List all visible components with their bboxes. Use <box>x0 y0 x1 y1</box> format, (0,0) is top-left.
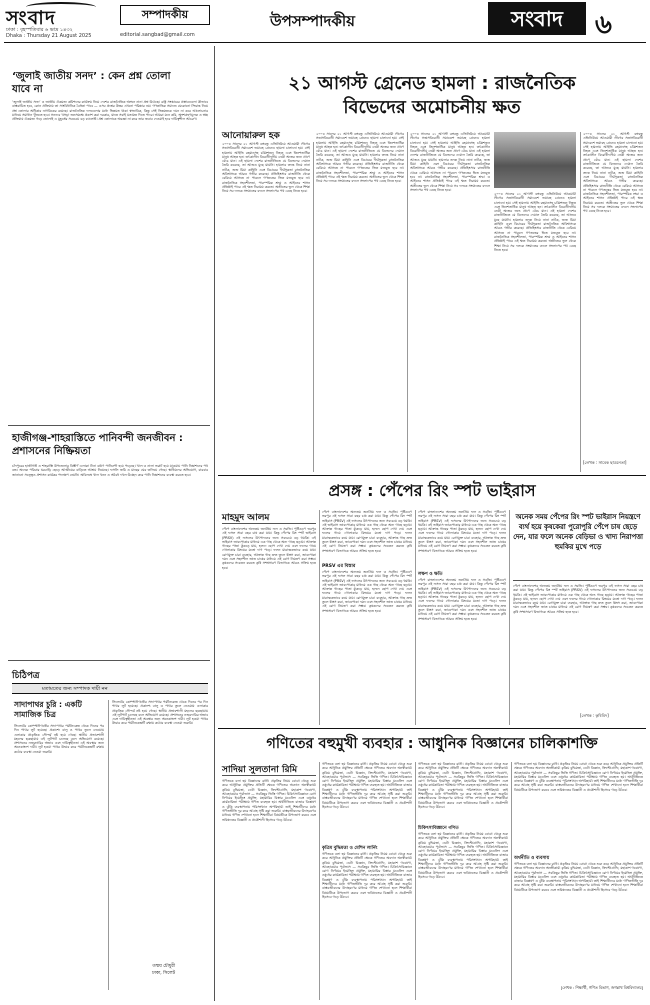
letter-signature <box>152 963 175 977</box>
f3-rule-1 <box>319 762 320 1000</box>
feature-3-body-col-1: গণিতকে বলা হয় বিজ্ঞানের রানী। প্রকৃতির নিয়ম বোঝা থেকে শুরু করে আধুনিক প্রযুক্তির প্রতিটি ক্ষেত্রে গণিতের অবদান অনস্বীকার্য। কৃত্রিম বুদ্ধিমত্তা, ডেটা বিজ্ঞান, ক্রিপ্টোগ্রাফি, মহাকাশ গবেষণা, আবহাওয়ার পূর্বাভাস — সবকিছুর ভিত্তি গণিত। চিকিৎসাবিজ্ঞানে রোগ নির্ণয়ের ইমেজিং প্রযুক্তি, মহামারির বিস্তার মডেলিং এবং ওষুধের কার্যকারিতা পরীক্ষায় গণিত ব্যবহৃত হয়। অর্থনীতিতে বাজার বিশ্লেষণ ও ঝুঁকি ব্যবস্থাপনায় পরিসংখ্যান অপরিহার্য। তাই শিক্ষার্থীদের মধ্যে গণিতভীতি দূর করে আগ্রহ সৃষ্টি করা জরুরি। বাস্তবজীবনের উদাহরণের মাধ্যমে গণিত শেখানো হলে শিক্ষার্থীরা বিষয়টিকে উপভোগ করবে এবং ভবিষ্যতের বিজ্ঞানী ও প্রকৌশলী হিসেবে গড়ে উঠবে। <box>222 779 316 822</box>
feature-3-headline: গণিতের বহুমুখী ব্যবহার : আধুনিক বিজ্ঞানের চালিকাশক্তি <box>266 736 598 752</box>
feature-1-author: আনোয়ারুল হক <box>222 131 280 141</box>
sub-editorial-label: উপসম্পাদকীয় <box>270 12 356 30</box>
feature-2-subhead-1: PRSV এর বিস্তার <box>322 564 356 569</box>
letter-title: সাদাপাথর চুরি : একটি সামাজিক চিত্র <box>14 700 82 719</box>
letters-subhead: মতামতের জন্য সম্পাদক দায়ী নন <box>12 683 208 694</box>
feature-1-headline-line-1: ২১ আগস্ট গ্রেনেড হামলা : রাজনৈতিক <box>288 73 576 94</box>
editorial-2-body: চাঁদপুরের হাজীগঞ্জ ও শাহরাস্তি উপজেলার বিস্তীর্ণ এলাকা টানা বর্ষণে পানিবন্দী হয়ে পড়েছে। খাল ও নালা ভরাট হয়ে যাওয়ায় পানি নিষ্কাশনের পথ বন্ধ। অনেক পরিবার ঘরবাড়ি ছেড়ে আত্মীয়ের বাড়িতে আশ্রয় নিয়েছে। ফসলি জমি ও মাছের ঘের তলিয়ে গেছে। স্থানীয়দের অভিযোগ, বারবার জানানো সত্ত্বেও প্রশাসন কার্যকর পদক্ষেপ নেয়নি। অবিলম্বে খাল খনন ও অবৈধ দখল উচ্ছেদ করে পানি নিষ্কাশনের ব্যবস্থা করতে হবে। <box>12 464 208 477</box>
letters-divider <box>8 660 210 661</box>
editorial-2-title: হাজীগঞ্জ-শাহরাস্তিতে পানিবন্দী জনজীবন : প্রশাসনের নিষ্ক্রিয়তা <box>12 433 183 457</box>
feature-1-bottom-rule <box>218 475 646 476</box>
feature-2-bottom-rule <box>218 728 646 729</box>
f3-author-rule <box>222 775 316 776</box>
feature-1-body-col-5: ২০০৪ সালের ২১ আগস্ট বঙ্গবন্ধু এভিনিউয়ে আওয়ামী লীগের সন্ত্রাসবিরোধী সমাবেশে ভয়াবহ গ্রেনেড হামলা চালানো হয়। সেই হামলায় আইভি রহমানসহ চব্বিশজন নিহত এবং তিনশতাধিক মানুষ আহত হন। তৎকালীন বিরোধীদলীয় নেত্রী অল্পের জন্য প্রাণে বেঁচে যান। এই হামলা দেশের রাজনীতিতে যে বিভেদের দেয়াল তৈরি করেছে, তা আজও মুছে যায়নি। হামলার তদন্ত নিয়ে নানা নাটক, জজ মিয়া কাহিনি এবং বিচারের দীর্ঘসূত্রতা রাজনৈতিক অবিশ্বাসকে আরও গভীর করেছে। প্রতিহিংসার রাজনীতি থেকে বেরিয়ে আসতে না পারলে গণতন্ত্রের ভিত মজবুত হবে না। রাজনৈতিক সহনশীলতা, পারস্পরিক শ্রদ্ধা ও আইনের শাসন প্রতিষ্ঠাই পারে এই ক্ষত নিরাময় করতে। অতীতের ভুল থেকে শিক্ষা নিয়ে সব দলকে সংঘাতের বদলে সংলাপের পথ বেছে নিতে হবে। <box>583 132 643 214</box>
feature-3-body-col-4-top: গণিতকে বলা হয় বিজ্ঞানের রানী। প্রকৃতির নিয়ম বোঝা থেকে শুরু করে আধুনিক প্রযুক্তির প্রতিটি ক্ষেত্রে গণিতের অবদান অনস্বীকার্য। কৃত্রিম বুদ্ধিমত্তা, ডেটা বিজ্ঞান, ক্রিপ্টোগ্রাফি, মহাকাশ গবেষণা, আবহাওয়ার পূর্বাভাস — সবকিছুর ভিত্তি গণিত। চিকিৎসাবিজ্ঞানে রোগ নির্ণয়ের ইমেজিং প্রযুক্তি, মহামারির বিস্তার মডেলিং এবং ওষুধের কার্যকারিতা পরীক্ষায় গণিত ব্যবহৃত হয়। অর্থনীতিতে বাজার বিশ্লেষণ ও ঝুঁকি ব্যবস্থাপনায় পরিসংখ্যান অপরিহার্য। তাই শিক্ষার্থীদের মধ্যে গণিতভীতি দূর করে আগ্রহ সৃষ্টি করা জরুরি। বাস্তবজীবনের উদাহরণের মাধ্যমে গণিত শেখানো হলে শিক্ষার্থীরা বিষয়টিকে উপভোগ করবে এবং ভবিষ্যতের বিজ্ঞানী ও প্রকৌশলী হিসেবে গড়ে উঠবে। <box>514 762 643 792</box>
letters-section-title: চিঠিপত্র <box>12 671 40 681</box>
feature-2-headline: প্রসঙ্গ : পেঁপের রিং স্পট ভাইরাস <box>328 481 536 500</box>
masthead-rule <box>4 42 646 43</box>
feature-1-body-col-1: ২০০৪ সালের ২১ আগস্ট বঙ্গবন্ধু এভিনিউয়ে আওয়ামী লীগের সন্ত্রাসবিরোধী সমাবেশে ভয়াবহ গ্রেনেড হামলা চালানো হয়। সেই হামলায় আইভি রহমানসহ চব্বিশজন নিহত এবং তিনশতাধিক মানুষ আহত হন। তৎকালীন বিরোধীদলীয় নেত্রী অল্পের জন্য প্রাণে বেঁচে যান। এই হামলা দেশের রাজনীতিতে যে বিভেদের দেয়াল তৈরি করেছে, তা আজও মুছে যায়নি। হামলার তদন্ত নিয়ে নানা নাটক, জজ মিয়া কাহিনি এবং বিচারের দীর্ঘসূত্রতা রাজনৈতিক অবিশ্বাসকে আরও গভীর করেছে। প্রতিহিংসার রাজনীতি থেকে বেরিয়ে আসতে না পারলে গণতন্ত্রের ভিত মজবুত হবে না। রাজনৈতিক সহনশীলতা, পারস্পরিক শ্রদ্ধা ও আইনের শাসন প্রতিষ্ঠাই পারে এই ক্ষত নিরাময় করতে। অতীতের ভুল থেকে শিক্ষা নিয়ে সব দলকে সংঘাতের বদলে সংলাপের পথ বেছে নিতে হবে। <box>222 142 310 194</box>
feature-2-author: মাহমুদ আলম <box>222 513 270 523</box>
feature-1-photo <box>494 132 576 188</box>
logo-arc <box>26 2 96 12</box>
letter-signature-place: ঢাকা, সিলেট <box>152 971 176 976</box>
feature-1-signoff: [লেখক : সাবেক ছাত্রনেতা] <box>583 460 627 465</box>
feature-2-signoff: [লেখক : কৃষিবিদ] <box>580 713 609 718</box>
feature-2-subhead-2: লক্ষণ ও ক্ষতি <box>418 572 443 577</box>
f3-rule-3 <box>511 762 512 1000</box>
feature-3-subhead-1: কৃত্রিম বুদ্ধিমত্তা ও মেশিন লার্নিং <box>322 846 378 851</box>
feature-3-subhead-3: অর্থনীতি ও ব্যবসায় <box>514 856 550 861</box>
editorial-1-title: ‘জুলাই জাতীয় সনদ’ : কেন প্রশ্ন তোলা যাবে না <box>12 71 171 95</box>
f2-rule-1 <box>319 510 320 725</box>
feature-3-author: সাদিয়া সুলতানা রিমি <box>222 765 298 775</box>
masthead-email[interactable]: editorial.sangbad@gmail.com <box>120 32 195 38</box>
feature-2-body-col-2: পেঁপে বাংলাদেশের অন্যতম জনপ্রিয় ফল ও সবজি। পুষ্টিগুণে ভরপুর এই ফসল সারা বছর চাষ করা যায়। কিন্তু পেঁপের রিং স্পট ভাইরাস (PRSV) এই ফসলের উৎপাদনের জন্য সবচেয়ে বড় হুমকি। এই ভাইরাস জাবপোকার মাধ্যমে এক গাছ থেকে অন্য গাছে ছড়ায়। আক্রান্ত গাছের পাতা কুঁকড়ে যায়, হলদে ছোপ দেখা দেয় এবং ফলের গায়ে গোলাকার রিংয়ের মতো দাগ পড়ে। ফলন মারাত্মকভাবে কমে যায়। রোগমুক্ত চারা ব্যবহার, আক্রান্ত গাছ দ্রুত তুলে ধ্বংস করা, জাবপোকা দমন এবং সহনশীল জাত চাষের মাধ্যমে এই রোগ নিয়ন্ত্রণ করা সম্ভব। কৃষকদের সচেতন করতে কৃষি সম্প্রসারণ বিভাগকে আরও সক্রিয় হতে হবে। <box>322 570 412 613</box>
f2-rule-3 <box>509 510 510 725</box>
feature-2-body-col-3-top: পেঁপে বাংলাদেশের অন্যতম জনপ্রিয় ফল ও সবজি। পুষ্টিগুণে ভরপুর এই ফসল সারা বছর চাষ করা যায়। কিন্তু পেঁপের রিং স্পট ভাইরাস (PRSV) এই ফসলের উৎপাদনের জন্য সবচেয়ে বড় হুমকি। এই ভাইরাস জাবপোকার মাধ্যমে এক গাছ থেকে অন্য গাছে ছড়ায়। আক্রান্ত গাছের পাতা কুঁকড়ে যায়, হলদে ছোপ দেখা দেয় এবং ফলের গায়ে গোলাকার রিংয়ের মতো দাগ পড়ে। ফলন মারাত্মকভাবে কমে যায়। রোগমুক্ত চারা ব্যবহার, আক্রান্ত গাছ দ্রুত তুলে ধ্বংস করা, জাবপোকা দমন এবং সহনশীল জাত চাষের মাধ্যমে এই রোগ নিয়ন্ত্রণ করা সম্ভব। কৃষকদের সচেতন করতে কৃষি সম্প্রসারণ বিভাগকে আরও সক্রিয় হতে হবে। <box>418 510 506 553</box>
f1-rule-1 <box>313 142 314 472</box>
feature-2-pull-quote: অনেক সময় পেঁপের রিং স্পট ভাইরাস নিয়ন্ত্রণে ব্যর্থ হয়ে কৃষকেরা পুরোপুরি পেঁপে চাষ ছেড়ে দেন, যার ফলে অনেক বেড়িভা ও খাদ্য নিরাপত্তা হুমকির মুখে পড়ে <box>513 513 643 551</box>
logo-left-text: সংবাদ <box>6 7 56 29</box>
feature-3-body-col-2: গণিতকে বলা হয় বিজ্ঞানের রানী। প্রকৃতির নিয়ম বোঝা থেকে শুরু করে আধুনিক প্রযুক্তির প্রতিটি ক্ষেত্রে গণিতের অবদান অনস্বীকার্য। কৃত্রিম বুদ্ধিমত্তা, ডেটা বিজ্ঞান, ক্রিপ্টোগ্রাফি, মহাকাশ গবেষণা, আবহাওয়ার পূর্বাভাস — সবকিছুর ভিত্তি গণিত। চিকিৎসাবিজ্ঞানে রোগ নির্ণয়ের ইমেজিং প্রযুক্তি, মহামারির বিস্তার মডেলিং এবং ওষুধের কার্যকারিতা পরীক্ষায় গণিত ব্যবহৃত হয়। অর্থনীতিতে বাজার বিশ্লেষণ ও ঝুঁকি ব্যবস্থাপনায় পরিসংখ্যান অপরিহার্য। তাই শিক্ষার্থীদের মধ্যে গণিতভীতি দূর করে আগ্রহ সৃষ্টি করা জরুরি। বাস্তবজীবনের উদাহরণের মাধ্যমে গণিত শেখানো হলে শিক্ষার্থীরা বিষয়টিকে উপভোগ করবে এবং ভবিষ্যতের বিজ্ঞানী ও প্রকৌশলী হিসেবে গড়ে উঠবে। <box>322 852 412 899</box>
feature-3-signoff: [লেখক : শিক্ষার্থী, গণিত বিভাগ, জগন্নাথ বিশ্ববিদ্যালয়] <box>560 985 643 990</box>
f2-rule-2 <box>415 510 416 725</box>
feature-2-body-col-3: পেঁপে বাংলাদেশের অন্যতম জনপ্রিয় ফল ও সবজি। পুষ্টিগুণে ভরপুর এই ফসল সারা বছর চাষ করা যায়। কিন্তু পেঁপের রিং স্পট ভাইরাস (PRSV) এই ফসলের উৎপাদনের জন্য সবচেয়ে বড় হুমকি। এই ভাইরাস জাবপোকার মাধ্যমে এক গাছ থেকে অন্য গাছে ছড়ায়। আক্রান্ত গাছের পাতা কুঁকড়ে যায়, হলদে ছোপ দেখা দেয় এবং ফলের গায়ে গোলাকার রিংয়ের মতো দাগ পড়ে। ফলন মারাত্মকভাবে কমে যায়। রোগমুক্ত চারা ব্যবহার, আক্রান্ত গাছ দ্রুত তুলে ধ্বংস করা, জাবপোকা দমন এবং সহনশীল জাত চাষের মাধ্যমে এই রোগ নিয়ন্ত্রণ করা সম্ভব। কৃষকদের সচেতন করতে কৃষি সম্প্রসারণ বিভাগকে আরও সক্রিয় হতে হবে। <box>418 578 506 621</box>
date-line-bangla: ঢাকা : বৃহস্পতিবার ৬ ভাদ্র ১৪৩২ <box>6 27 73 33</box>
feature-1-body-col-2: ২০০৪ সালের ২১ আগস্ট বঙ্গবন্ধু এভিনিউয়ে আওয়ামী লীগের সন্ত্রাসবিরোধী সমাবেশে ভয়াবহ গ্রেনেড হামলা চালানো হয়। সেই হামলায় আইভি রহমানসহ চব্বিশজন নিহত এবং তিনশতাধিক মানুষ আহত হন। তৎকালীন বিরোধীদলীয় নেত্রী অল্পের জন্য প্রাণে বেঁচে যান। এই হামলা দেশের রাজনীতিতে যে বিভেদের দেয়াল তৈরি করেছে, তা আজও মুছে যায়নি। হামলার তদন্ত নিয়ে নানা নাটক, জজ মিয়া কাহিনি এবং বিচারের দীর্ঘসূত্রতা রাজনৈতিক অবিশ্বাসকে আরও গভীর করেছে। প্রতিহিংসার রাজনীতি থেকে বেরিয়ে আসতে না পারলে গণতন্ত্রের ভিত মজবুত হবে না। রাজনৈতিক সহনশীলতা, পারস্পরিক শ্রদ্ধা ও আইনের শাসন প্রতিষ্ঠাই পারে এই ক্ষত নিরাময় করতে। অতীতের ভুল থেকে শিক্ষা নিয়ে সব দলকে সংঘাতের বদলে সংলাপের পথ বেছে নিতে হবে। <box>316 132 404 184</box>
f2-author-rule <box>222 523 316 524</box>
f1-rule-3 <box>580 132 581 472</box>
feature-2-body-col-1: পেঁপে বাংলাদেশের অন্যতম জনপ্রিয় ফল ও সবজি। পুষ্টিগুণে ভরপুর এই ফসল সারা বছর চাষ করা যায়। কিন্তু পেঁপের রিং স্পট ভাইরাস (PRSV) এই ফসলের উৎপাদনের জন্য সবচেয়ে বড় হুমকি। এই ভাইরাস জাবপোকার মাধ্যমে এক গাছ থেকে অন্য গাছে ছড়ায়। আক্রান্ত গাছের পাতা কুঁকড়ে যায়, হলদে ছোপ দেখা দেয় এবং ফলের গায়ে গোলাকার রিংয়ের মতো দাগ পড়ে। ফলন মারাত্মকভাবে কমে যায়। রোগমুক্ত চারা ব্যবহার, আক্রান্ত গাছ দ্রুত তুলে ধ্বংস করা, জাবপোকা দমন এবং সহনশীল জাত চাষের মাধ্যমে এই রোগ নিয়ন্ত্রণ করা সম্ভব। কৃষকদের সচেতন করতে কৃষি সম্প্রসারণ বিভাগকে আরও সক্রিয় হতে হবে। <box>222 527 316 570</box>
feature-1-body-col-4: ২০০৪ সালের ২১ আগস্ট বঙ্গবন্ধু এভিনিউয়ে আওয়ামী লীগের সন্ত্রাসবিরোধী সমাবেশে ভয়াবহ গ্রেনেড হামলা চালানো হয়। সেই হামলায় আইভি রহমানসহ চব্বিশজন নিহত এবং তিনশতাধিক মানুষ আহত হন। তৎকালীন বিরোধীদলীয় নেত্রী অল্পের জন্য প্রাণে বেঁচে যান। এই হামলা দেশের রাজনীতিতে যে বিভেদের দেয়াল তৈরি করেছে, তা আজও মুছে যায়নি। হামলার তদন্ত নিয়ে নানা নাটক, জজ মিয়া কাহিনি এবং বিচারের দীর্ঘসূত্রতা রাজনৈতিক অবিশ্বাসকে আরও গভীর করেছে। প্রতিহিংসার রাজনীতি থেকে বেরিয়ে আসতে না পারলে গণতন্ত্রের ভিত মজবুত হবে না। রাজনৈতিক সহনশীলতা, পারস্পরিক শ্রদ্ধা ও আইনের শাসন প্রতিষ্ঠাই পারে এই ক্ষত নিরাময় করতে। অতীতের ভুল থেকে শিক্ষা নিয়ে সব দলকে সংঘাতের বদলে সংলাপের পথ বেছে নিতে হবে। <box>494 192 576 252</box>
feature-2-body-col-4: পেঁপে বাংলাদেশের অন্যতম জনপ্রিয় ফল ও সবজি। পুষ্টিগুণে ভরপুর এই ফসল সারা বছর চাষ করা যায়। কিন্তু পেঁপের রিং স্পট ভাইরাস (PRSV) এই ফসলের উৎপাদনের জন্য সবচেয়ে বড় হুমকি। এই ভাইরাস জাবপোকার মাধ্যমে এক গাছ থেকে অন্য গাছে ছড়ায়। আক্রান্ত গাছের পাতা কুঁকড়ে যায়, হলদে ছোপ দেখা দেয় এবং ফলের গায়ে গোলাকার রিংয়ের মতো দাগ পড়ে। ফলন মারাত্মকভাবে কমে যায়। রোগমুক্ত চারা ব্যবহার, আক্রান্ত গাছ দ্রুত তুলে ধ্বংস করা, জাবপোকা দমন এবং সহনশীল জাত চাষের মাধ্যমে এই রোগ নিয়ন্ত্রণ করা সম্ভব। কৃষকদের সচেতন করতে কৃষি সম্প্রসারণ বিভাগকে আরও সক্রিয় হতে হবে। <box>513 584 643 614</box>
main-column-rule <box>214 46 215 1001</box>
feature-3-body-col-2-top: গণিতকে বলা হয় বিজ্ঞানের রানী। প্রকৃতির নিয়ম বোঝা থেকে শুরু করে আধুনিক প্রযুক্তির প্রতিটি ক্ষেত্রে গণিতের অবদান অনস্বীকার্য। কৃত্রিম বুদ্ধিমত্তা, ডেটা বিজ্ঞান, ক্রিপ্টোগ্রাফি, মহাকাশ গবেষণা, আবহাওয়ার পূর্বাভাস — সবকিছুর ভিত্তি গণিত। চিকিৎসাবিজ্ঞানে রোগ নির্ণয়ের ইমেজিং প্রযুক্তি, মহামারির বিস্তার মডেলিং এবং ওষুধের কার্যকারিতা পরীক্ষায় গণিত ব্যবহৃত হয়। অর্থনীতিতে বাজার বিশ্লেষণ ও ঝুঁকি ব্যবস্থাপনায় পরিসংখ্যান অপরিহার্য। তাই শিক্ষার্থীদের মধ্যে গণিতভীতি দূর করে আগ্রহ সৃষ্টি করা জরুরি। বাস্তবজীবনের উদাহরণের মাধ্যমে গণিত শেখানো হলে শিক্ষার্থীরা বিষয়টিকে উপভোগ করবে এবং ভবিষ্যতের বিজ্ঞানী ও প্রকৌশলী হিসেবে গড়ে উঠবে। <box>322 762 412 809</box>
feature-3-body-col-3-top: গণিতকে বলা হয় বিজ্ঞানের রানী। প্রকৃতির নিয়ম বোঝা থেকে শুরু করে আধুনিক প্রযুক্তির প্রতিটি ক্ষেত্রে গণিতের অবদান অনস্বীকার্য। কৃত্রিম বুদ্ধিমত্তা, ডেটা বিজ্ঞান, ক্রিপ্টোগ্রাফি, মহাকাশ গবেষণা, আবহাওয়ার পূর্বাভাস — সবকিছুর ভিত্তি গণিত। চিকিৎসাবিজ্ঞানে রোগ নির্ণয়ের ইমেজিং প্রযুক্তি, মহামারির বিস্তার মডেলিং এবং ওষুধের কার্যকারিতা পরীক্ষায় গণিত ব্যবহৃত হয়। অর্থনীতিতে বাজার বিশ্লেষণ ও ঝুঁকি ব্যবস্থাপনায় পরিসংখ্যান অপরিহার্য। তাই শিক্ষার্থীদের মধ্যে গণিতভীতি দূর করে আগ্রহ সৃষ্টি করা জরুরি। বাস্তবজীবনের উদাহরণের মাধ্যমে গণিত শেখানো হলে শিক্ষার্থীরা বিষয়টিকে উপভোগ করবে এবং ভবিষ্যতের বিজ্ঞানী ও প্রকৌশলী হিসেবে গড়ে উঠবে। <box>418 762 508 809</box>
editorial-1-body: ‘জুলাই জাতীয় সনদ’ ও জাতীয় ঐকমত্য কমিশনের কার্যক্রম নিয়ে দেশের রাজনৈতিক অঙ্গনে নানা প্রশ্ন উঠেছে। রাষ্ট্র সংস্কারের প্রস্তাবগুলো কীভাবে বাস্তবায়িত হবে, কোন প্রক্রিয়ায় তা সাংবিধানিক বৈধতা পাবে — এসব প্রশ্নের উত্তর এখনো পরিষ্কার নয়। গণতান্ত্রিক সমাজে যেকোনো সিদ্ধান্ত নিয়ে প্রশ্ন তোলার অধিকার নাগরিকের রয়েছে। রাজনৈতিক দলগুলোর মধ্যে ভিন্নমত থাকা স্বাভাবিক, কিন্তু সেই ভিন্নমতকে দমন না করে আলোচনার মাধ্যমে সমাধান খুঁজতে হবে। সনদের খসড়া জনসমক্ষে প্রকাশ করা দরকার, যাতে সবাই মতামত দিতে পারে। আমরা মনে করি, অংশগ্রহণমূলক ও স্বচ্ছ প্রক্রিয়ায় ঐকমত্য গড়ে তোলাই এ মুহূর্তের সবচেয়ে বড় চ্যালেঞ্জ। প্রশ্ন তোলাকে অবজ্ঞা না করে তার জবাব দেওয়াই হবে দায়িত্বশীল আচরণ। <box>12 100 208 122</box>
feature-3-body-col-3: গণিতকে বলা হয় বিজ্ঞানের রানী। প্রকৃতির নিয়ম বোঝা থেকে শুরু করে আধুনিক প্রযুক্তির প্রতিটি ক্ষেত্রে গণিতের অবদান অনস্বীকার্য। কৃত্রিম বুদ্ধিমত্তা, ডেটা বিজ্ঞান, ক্রিপ্টোগ্রাফি, মহাকাশ গবেষণা, আবহাওয়ার পূর্বাভাস — সবকিছুর ভিত্তি গণিত। চিকিৎসাবিজ্ঞানে রোগ নির্ণয়ের ইমেজিং প্রযুক্তি, মহামারির বিস্তার মডেলিং এবং ওষুধের কার্যকারিতা পরীক্ষায় গণিত ব্যবহৃত হয়। অর্থনীতিতে বাজার বিশ্লেষণ ও ঝুঁকি ব্যবস্থাপনায় পরিসংখ্যান অপরিহার্য। তাই শিক্ষার্থীদের মধ্যে গণিতভীতি দূর করে আগ্রহ সৃষ্টি করা জরুরি। বাস্তবজীবনের উদাহরণের মাধ্যমে গণিত শেখানো হলে শিক্ষার্থীরা বিষয়টিকে উপভোগ করবে এবং ভবিষ্যতের বিজ্ঞানী ও প্রকৌশলী হিসেবে গড়ে উঠবে। <box>418 832 508 879</box>
f1-rule-2 <box>407 132 408 472</box>
feature-3-subhead-2: চিকিৎসাবিজ্ঞানে গণিত <box>418 826 459 831</box>
masthead-logo-left[interactable] <box>6 4 118 29</box>
feature-1-headline-line-2: বিভেদের অমোচনীয় ক্ষত <box>343 97 521 118</box>
masthead-logo-right[interactable]: সংবাদ <box>488 2 586 35</box>
letter-signature-name: তন্ময় চৌধুরী <box>152 964 176 969</box>
letter-body-col-1: সিলেটের কোম্পানীগঞ্জের সাদাপাথর পর্যটনকেন্দ্র থেকে দিনের পর দিন পাথর লুট হয়েছে। প্রকাশ্যে বালু ও পাথর তুলে নেওয়ায় এলাকার প্রাকৃতিক সৌন্দর্য নষ্ট হয়ে গেছে। স্থানীয় প্রভাবশালী মহলের ছত্রছায়ায় এই লুটপাট চলেছে বলে অভিযোগ রয়েছে। প্রশাসনের নজরদারির অভাব এবং দায়িত্বহীনতা এই অবস্থার জন্য অনেকাংশে দায়ী। লুট হওয়া পাথর উদ্ধার করে পর্যটনকেন্দ্রটি রক্ষায় কঠোর ব্যবস্থা নেওয়া জরুরি। <box>14 724 104 754</box>
letter-body-col-2: সিলেটের কোম্পানীগঞ্জের সাদাপাথর পর্যটনকেন্দ্র থেকে দিনের পর দিন পাথর লুট হয়েছে। প্রকাশ্যে বালু ও পাথর তুলে নেওয়ায় এলাকার প্রাকৃতিক সৌন্দর্য নষ্ট হয়ে গেছে। স্থানীয় প্রভাবশালী মহলের ছত্রছায়ায় এই লুটপাট চলেছে বলে অভিযোগ রয়েছে। প্রশাসনের নজরদারির অভাব এবং দায়িত্বহীনতা এই অবস্থার জন্য অনেকাংশে দায়ী। লুট হওয়া পাথর উদ্ধার করে পর্যটনকেন্দ্রটি রক্ষায় কঠোর ব্যবস্থা নেওয়া জরুরি। <box>112 700 208 726</box>
feature-2-body-col-2-top: পেঁপে বাংলাদেশের অন্যতম জনপ্রিয় ফল ও সবজি। পুষ্টিগুণে ভরপুর এই ফসল সারা বছর চাষ করা যায়। কিন্তু পেঁপের রিং স্পট ভাইরাস (PRSV) এই ফসলের উৎপাদনের জন্য সবচেয়ে বড় হুমকি। এই ভাইরাস জাবপোকার মাধ্যমে এক গাছ থেকে অন্য গাছে ছড়ায়। আক্রান্ত গাছের পাতা কুঁকড়ে যায়, হলদে ছোপ দেখা দেয় এবং ফলের গায়ে গোলাকার রিংয়ের মতো দাগ পড়ে। ফলন মারাত্মকভাবে কমে যায়। রোগমুক্ত চারা ব্যবহার, আক্রান্ত গাছ দ্রুত তুলে ধ্বংস করা, জাবপোকা দমন এবং সহনশীল জাত চাষের মাধ্যমে এই রোগ নিয়ন্ত্রণ করা সম্ভব। কৃষকদের সচেতন করতে কৃষি সম্প্রসারণ বিভাগকে আরও সক্রিয় হতে হবে। <box>322 510 412 553</box>
editorial-divider <box>8 425 210 426</box>
f3-rule-2 <box>415 762 416 1000</box>
letters-col-rule <box>108 700 109 990</box>
editorial-section-label: সম্পাদকীয় <box>120 5 210 25</box>
feature-1-body-col-3: ২০০৪ সালের ২১ আগস্ট বঙ্গবন্ধু এভিনিউয়ে আওয়ামী লীগের সন্ত্রাসবিরোধী সমাবেশে ভয়াবহ গ্রেনেড হামলা চালানো হয়। সেই হামলায় আইভি রহমানসহ চব্বিশজন নিহত এবং তিনশতাধিক মানুষ আহত হন। তৎকালীন বিরোধীদলীয় নেত্রী অল্পের জন্য প্রাণে বেঁচে যান। এই হামলা দেশের রাজনীতিতে যে বিভেদের দেয়াল তৈরি করেছে, তা আজও মুছে যায়নি। হামলার তদন্ত নিয়ে নানা নাটক, জজ মিয়া কাহিনি এবং বিচারের দীর্ঘসূত্রতা রাজনৈতিক অবিশ্বাসকে আরও গভীর করেছে। প্রতিহিংসার রাজনীতি থেকে বেরিয়ে আসতে না পারলে গণতন্ত্রের ভিত মজবুত হবে না। রাজনৈতিক সহনশীলতা, পারস্পরিক শ্রদ্ধা ও আইনের শাসন প্রতিষ্ঠাই পারে এই ক্ষত নিরাময় করতে। অতীতের ভুল থেকে শিক্ষা নিয়ে সব দলকে সংঘাতের বদলে সংলাপের পথ বেছে নিতে হবে। <box>410 132 490 192</box>
date-line-english: Dhaka : Thursday 21 August 2025 <box>6 33 92 39</box>
pull-quote-rule <box>513 580 643 581</box>
page-number: ৬ <box>595 10 612 40</box>
feature-3-body-col-4: গণিতকে বলা হয় বিজ্ঞানের রানী। প্রকৃতির নিয়ম বোঝা থেকে শুরু করে আধুনিক প্রযুক্তির প্রতিটি ক্ষেত্রে গণিতের অবদান অনস্বীকার্য। কৃত্রিম বুদ্ধিমত্তা, ডেটা বিজ্ঞান, ক্রিপ্টোগ্রাফি, মহাকাশ গবেষণা, আবহাওয়ার পূর্বাভাস — সবকিছুর ভিত্তি গণিত। চিকিৎসাবিজ্ঞানে রোগ নির্ণয়ের ইমেজিং প্রযুক্তি, মহামারির বিস্তার মডেলিং এবং ওষুধের কার্যকারিতা পরীক্ষায় গণিত ব্যবহৃত হয়। অর্থনীতিতে বাজার বিশ্লেষণ ও ঝুঁকি ব্যবস্থাপনায় পরিসংখ্যান অপরিহার্য। তাই শিক্ষার্থীদের মধ্যে গণিতভীতি দূর করে আগ্রহ সৃষ্টি করা জরুরি। বাস্তবজীবনের উদাহরণের মাধ্যমে গণিত শেখানো হলে শিক্ষার্থীরা বিষয়টিকে উপভোগ করবে এবং ভবিষ্যতের বিজ্ঞানী ও প্রকৌশলী হিসেবে গড়ে উঠবে। <box>514 862 643 892</box>
